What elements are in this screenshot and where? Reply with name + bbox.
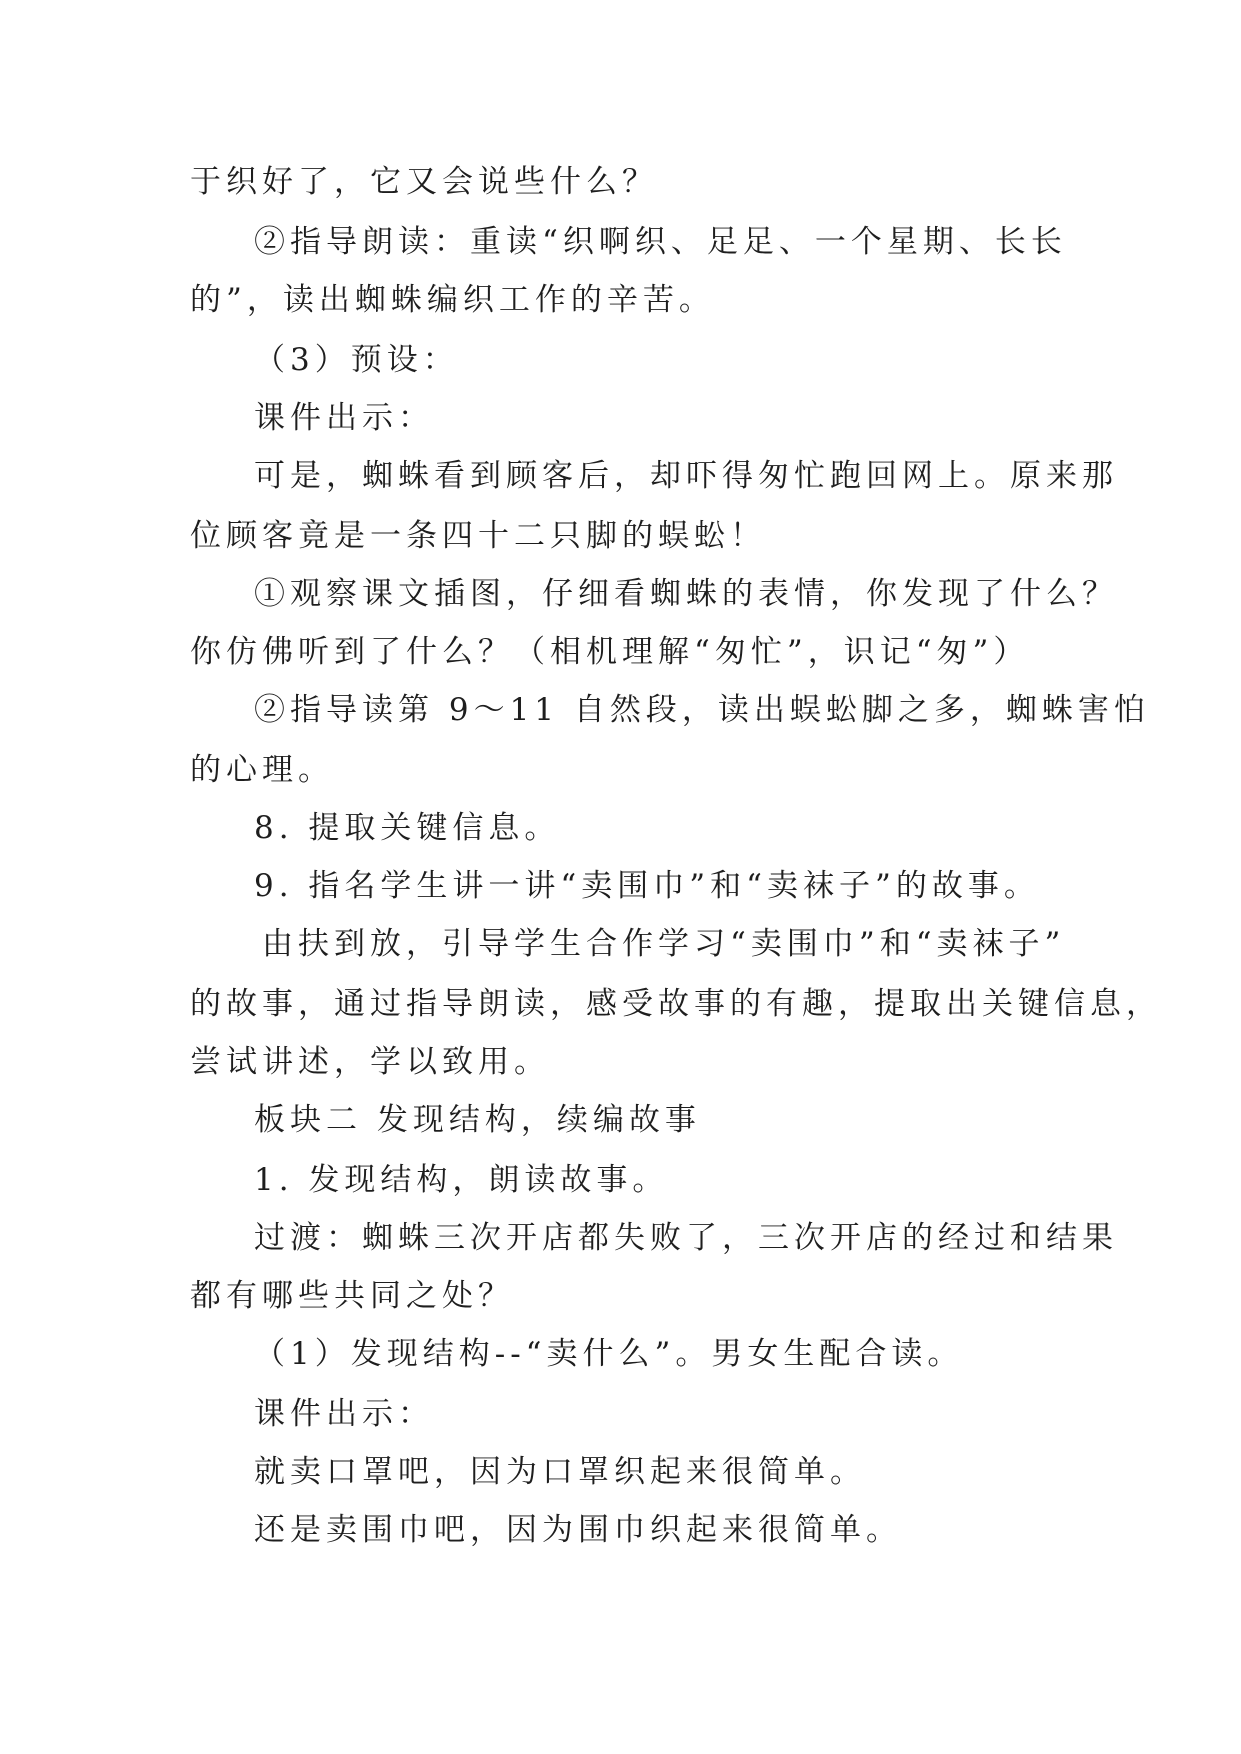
section-heading: 板块二 发现结构，续编故事	[254, 1102, 701, 1138]
text-line: 课件出示：	[254, 400, 434, 436]
text-line: 就卖口罩吧，因为口罩织起来很简单。	[254, 1454, 866, 1490]
text-line: ②指导朗读：重读“织啊织、足足、一个星期、长长	[254, 224, 1067, 260]
text-line: 的故事，通过指导朗读，感受故事的有趣，提取出关键信息，	[190, 986, 1162, 1022]
text-line: 你仿佛听到了什么？（相机理解“匆忙”，识记“匆”）	[190, 634, 1030, 670]
text-line: ①观察课文插图，仔细看蜘蛛的表情，你发现了什么？	[254, 576, 1118, 612]
text-line: 9. 指名学生讲一讲“卖围巾”和“卖袜子”的故事。	[254, 868, 1040, 904]
text-line: 1. 发现结构，朗读故事。	[254, 1162, 669, 1198]
text-line: ②指导读第 9～11 自然段，读出蜈蚣脚之多，蜘蛛害怕	[254, 692, 1150, 728]
text-line: 的心理。	[190, 752, 334, 788]
text-line: 于织好了，它又会说些什么？	[190, 164, 658, 200]
text-line: （1）发现结构--“卖什么”。男女生配合读。	[254, 1336, 964, 1372]
text-line: 8. 提取关键信息。	[254, 810, 561, 846]
text-line: 过渡：蜘蛛三次开店都失败了，三次开店的经过和结果	[254, 1220, 1118, 1256]
text-line: 课件出示：	[254, 1396, 434, 1432]
text-line: 都有哪些共同之处？	[190, 1278, 514, 1314]
text-line: 还是卖围巾吧，因为围巾织起来很简单。	[254, 1512, 902, 1548]
text-line: 尝试讲述，学以致用。	[190, 1044, 550, 1080]
text-line: 位顾客竟是一条四十二只脚的蜈蚣！	[190, 518, 766, 554]
text-line: 由扶到放，引导学生合作学习“卖围巾”和“卖袜子”	[262, 926, 1066, 962]
text-line: 的”，读出蜘蛛编织工作的辛苦。	[190, 282, 715, 318]
text-line: （3）预设：	[254, 342, 459, 378]
text-line: 可是，蜘蛛看到顾客后，却吓得匆忙跑回网上。原来那	[254, 458, 1118, 494]
